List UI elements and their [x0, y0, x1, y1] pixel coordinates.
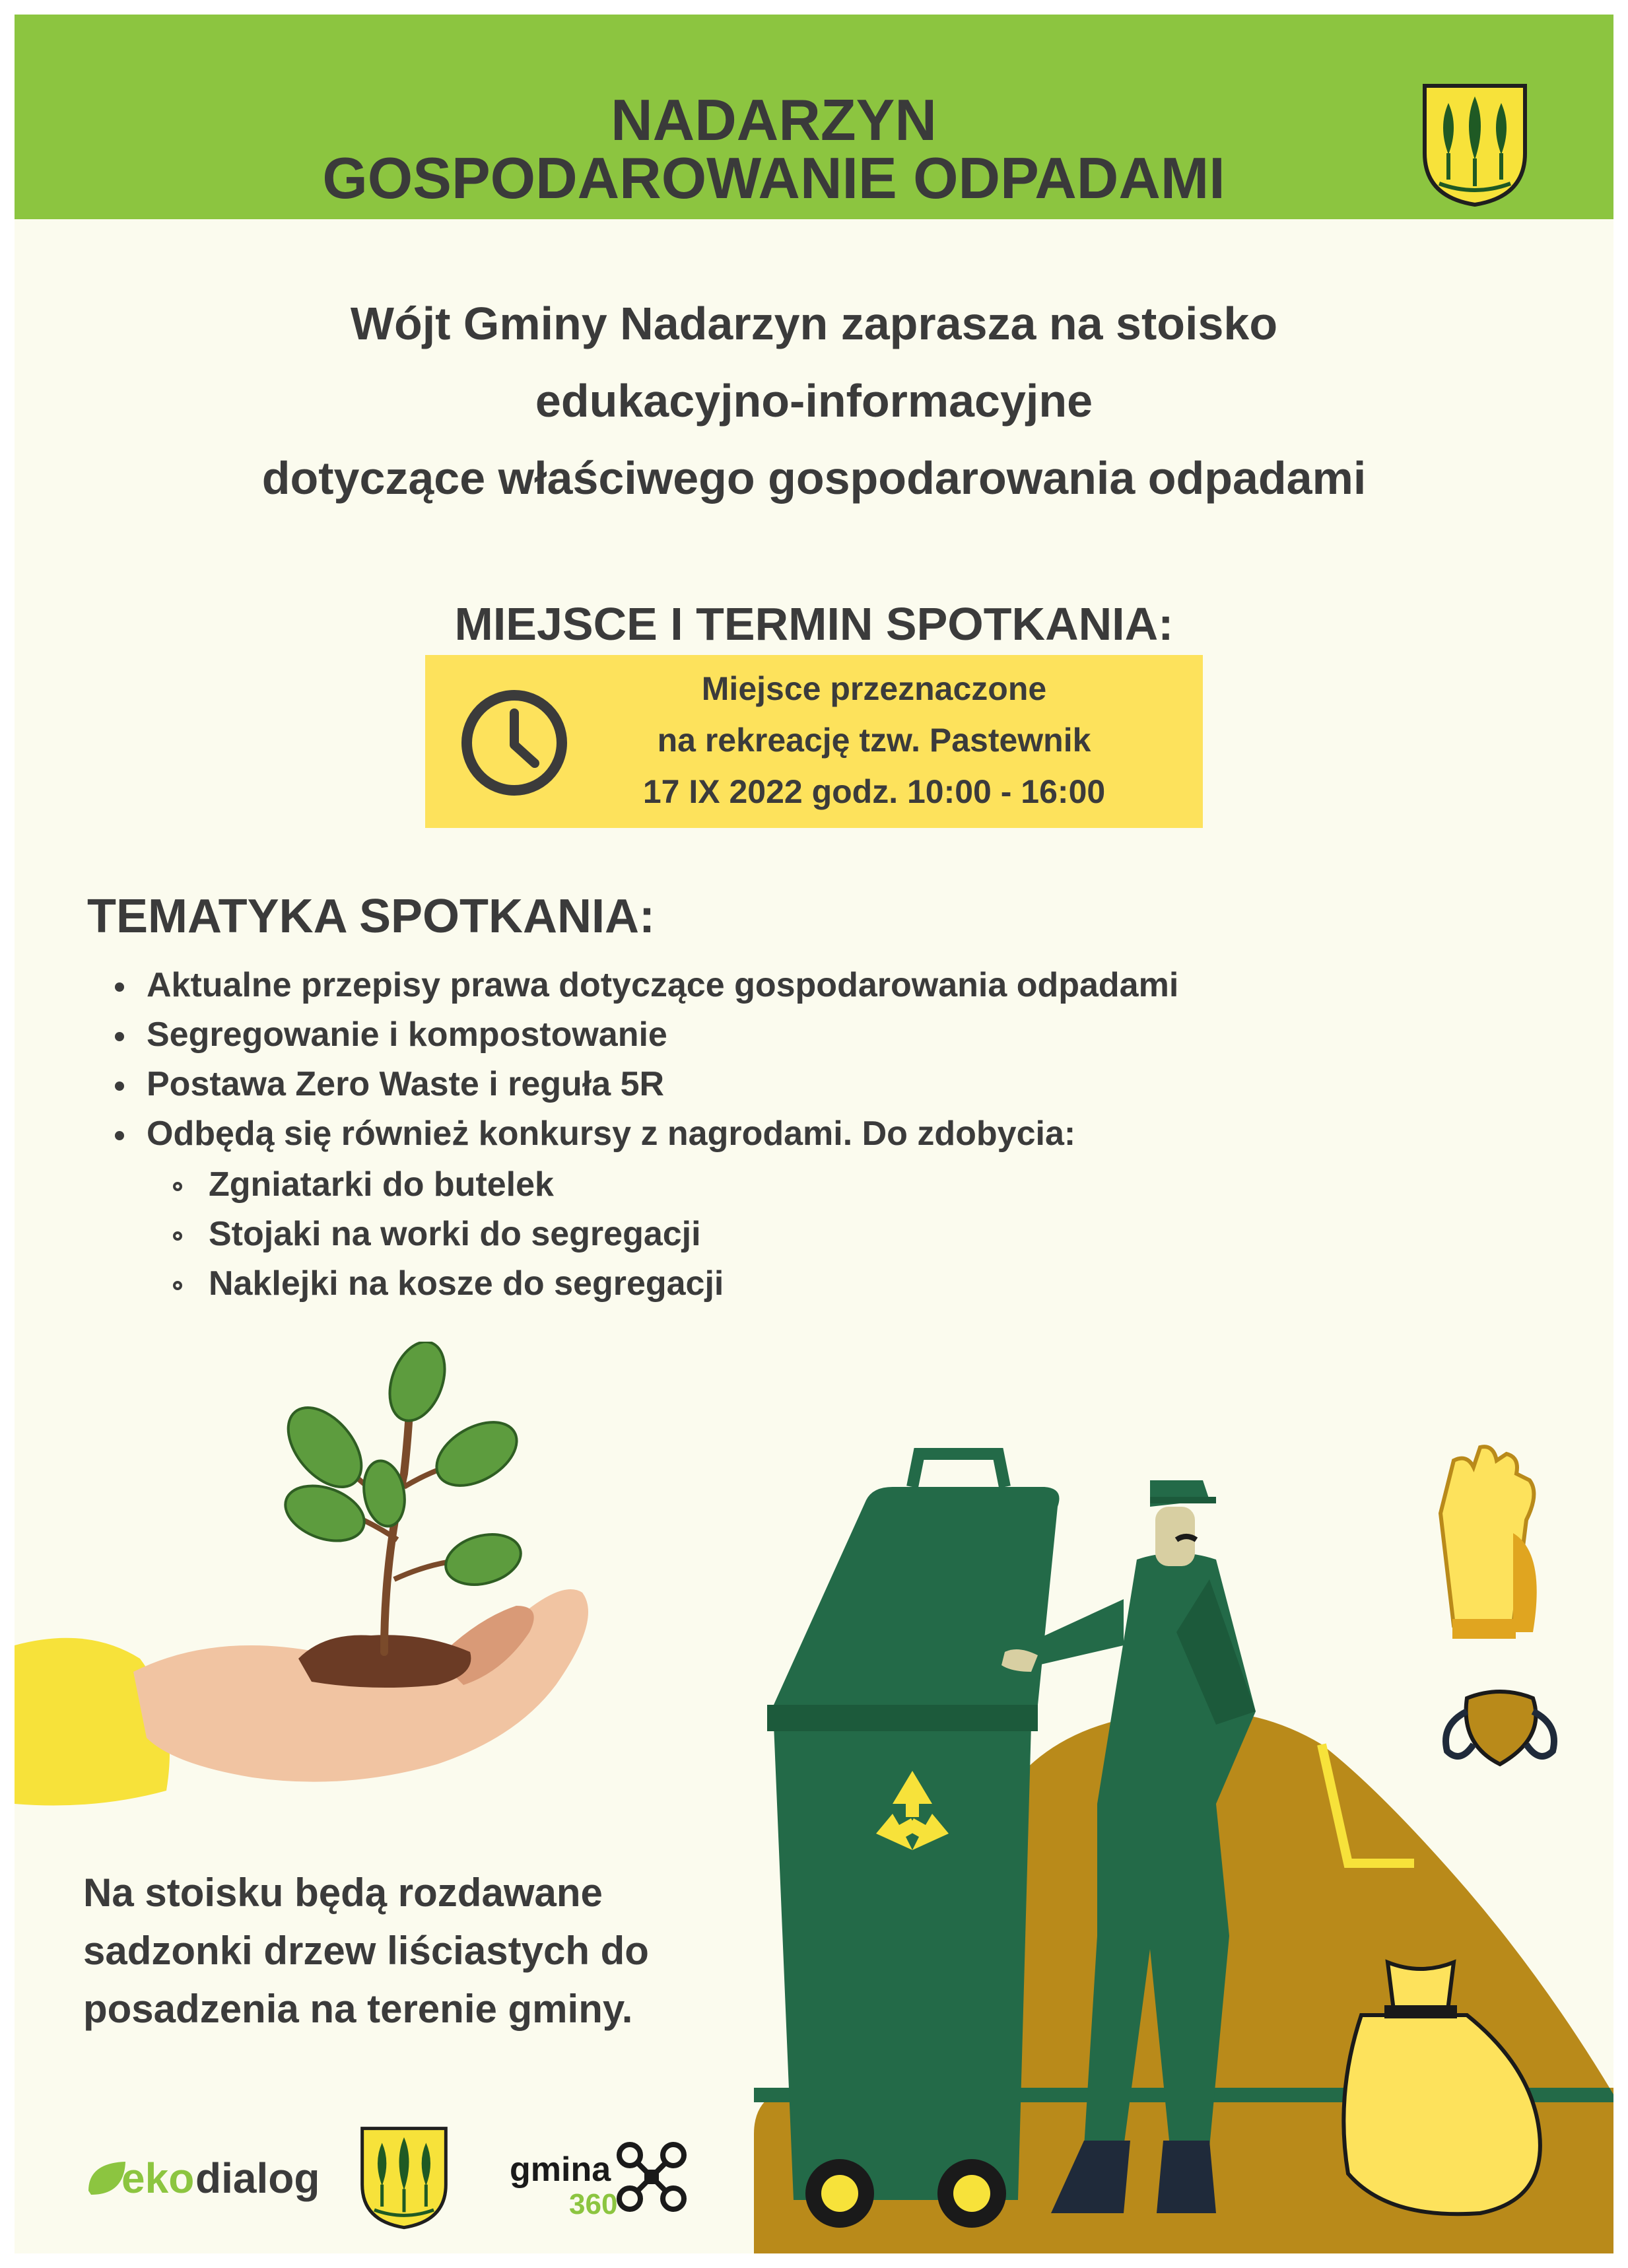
clock-icon	[458, 687, 570, 799]
venue-heading: MIEJSCE I TERMIN SPOTKANIA:	[454, 598, 1174, 650]
seedlings-line2: sadzonki drzew liściastych do	[83, 1929, 649, 1973]
sub-bullet-circle	[173, 1281, 182, 1290]
ekodialog-logo	[86, 2147, 320, 2207]
gmina-text: gmina	[510, 2150, 611, 2189]
venue-box	[425, 655, 1203, 828]
poster	[15, 15, 1613, 2253]
gmina-number-text: 360	[569, 2188, 618, 2220]
seedlings-line3: posadzenia na terenie gminy.	[83, 1987, 633, 2031]
venue-line1: Miejsce przeznaczone	[701, 670, 1047, 707]
gmina360-logo	[510, 2134, 701, 2226]
ekodialog-eko-text: eko	[121, 2154, 195, 2202]
bullet-dot	[115, 1082, 124, 1091]
header-title-line1: NADARZYN	[611, 87, 937, 153]
bullet-dot	[115, 1032, 124, 1041]
bullet-dot	[115, 982, 124, 992]
prize-item: Stojaki na worki do segregacji	[209, 1215, 701, 1253]
coat-of-arms-icon	[1419, 81, 1530, 207]
drone-icon	[615, 2141, 688, 2213]
topics-heading: TEMATYKA SPOTKANIA:	[87, 890, 655, 943]
seedlings-line1: Na stoisku będą rozdawane	[83, 1871, 603, 1915]
coat-of-arms-footer-icon	[358, 2124, 450, 2230]
hand-seedling-illustration	[15, 1342, 635, 1817]
intro-line1: Wójt Gminy Nadarzyn zaprasza na stoisko	[350, 298, 1278, 349]
header-banner	[15, 15, 1613, 219]
prize-item: Naklejki na kosze do segregacji	[209, 1264, 724, 1303]
prize-item: Zgniatarki do butelek	[209, 1165, 554, 1204]
sub-bullet-circle	[173, 1231, 182, 1241]
venue-line3: 17 IX 2022 godz. 10:00 - 16:00	[642, 773, 1106, 810]
sub-bullet-circle	[173, 1182, 182, 1191]
topic-item: Odbędą się również konkursy z nagrodami. Do zdobycia:	[147, 1115, 1076, 1153]
header-title-line2: GOSPODAROWANIE ODPADAMI	[322, 145, 1225, 211]
venue-line2: na rekreację tzw. Pastewnik	[657, 722, 1091, 759]
intro-line2: edukacyjno-informacyjne	[535, 375, 1093, 427]
topic-item: Segregowanie i kompostowanie	[147, 1015, 667, 1054]
topic-item: Postawa Zero Waste i reguła 5R	[147, 1065, 665, 1103]
intro-line3: dotyczące właściwego gospodarowania odpadami	[261, 452, 1367, 504]
ekodialog-dialog-text: dialog	[195, 2154, 320, 2202]
bullet-dot	[115, 1131, 124, 1140]
topic-item: Aktualne przepisy prawa dotyczące gospodarowania odpadami	[147, 966, 1179, 1004]
waste-collector-illustration	[754, 1434, 1613, 2253]
